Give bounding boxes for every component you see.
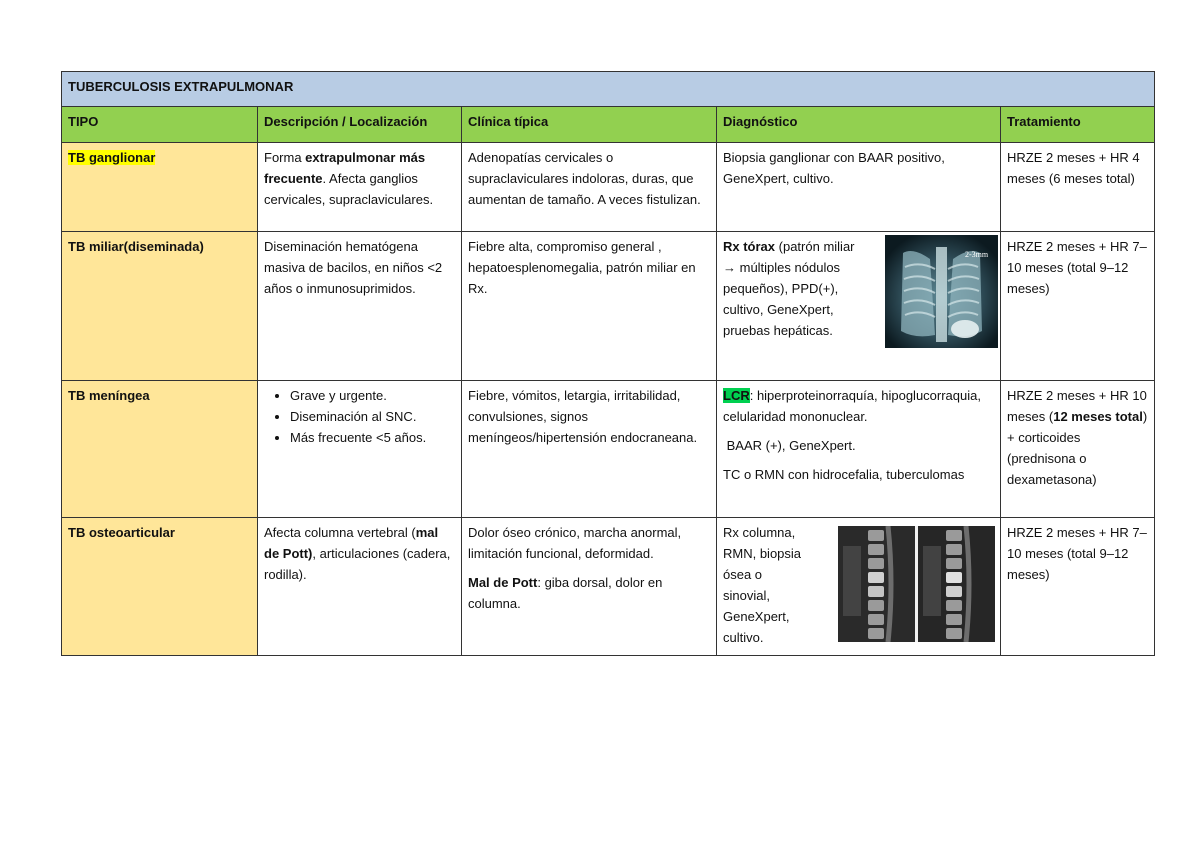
diagnostico-cell	[717, 518, 1001, 656]
diag-text: (patrón miliar	[775, 239, 855, 254]
diag-line: GeneXpert,	[723, 609, 790, 624]
table-row	[62, 518, 1155, 656]
diag-para	[723, 385, 994, 427]
clinica-para	[468, 572, 710, 614]
tipo-cell: TB meníngea	[62, 381, 258, 518]
clinica-cell: Adenopatías cervicales o supraclaviculares indoloras, duras, que aumentan de tamaño. A veces fistulizan.	[462, 143, 717, 232]
table-row	[62, 232, 1155, 381]
tb-extrapulmonar-table	[61, 71, 1155, 656]
trat-text: ) + corticoides (prednisona o dexametasona)	[1007, 409, 1148, 487]
tipo-cell: TB miliar(diseminada)	[62, 232, 258, 381]
tipo-label: TB ganglionar	[68, 150, 156, 165]
desc-bold: extrapulmonar más frecuente	[264, 150, 426, 186]
spine-mri-image	[838, 526, 995, 642]
desc-bullet-list	[264, 385, 455, 448]
desc-text: Afecta columna vertebral (	[264, 525, 416, 540]
trat-bold: 12 meses total	[1053, 409, 1143, 424]
tratamiento-cell	[1001, 381, 1155, 518]
diagnostico-cell	[717, 232, 1001, 381]
tratamiento-cell: HRZE 2 meses + HR 7–10 meses (total 9–12 meses)	[1001, 232, 1155, 381]
clinica-cell: Fiebre alta, compromiso general , hepatoesplenomegalia, patrón miliar en Rx.	[462, 232, 717, 381]
diag-line: pruebas hepáticas.	[723, 323, 833, 338]
diag-bold: Rx tórax	[723, 239, 776, 254]
diag-para: BAAR (+), GeneXpert.	[723, 438, 856, 453]
desc-bold: mal de Pott)	[264, 525, 439, 561]
list-item: • Grave y urgente.	[290, 385, 455, 406]
header-descripcion: Descripción / Localización	[258, 107, 462, 143]
diag-line: sinovial,	[723, 588, 770, 603]
clinica-bold: Mal de Pott	[468, 575, 538, 590]
diagnostico-cell	[717, 381, 1001, 518]
diag-line: cultivo, GeneXpert,	[723, 302, 834, 317]
desc-text: . Afecta ganglios cervicales, supraclaviculares.	[264, 171, 434, 207]
descripcion-cell	[258, 143, 462, 232]
diag-line: RMN, biopsia	[723, 546, 802, 561]
clinica-text: Dolor óseo crónico, marcha anormal, limitación funcional, deformidad.	[468, 525, 682, 561]
title-row	[62, 72, 1155, 107]
desc-text: , articulaciones (cadera, rodilla).	[264, 546, 451, 582]
diag-para: TC o RMN con hidrocefalia, tuberculomas	[723, 467, 965, 482]
header-tipo: TIPO	[62, 107, 258, 143]
clinica-cell	[462, 518, 717, 656]
diag-line: pequeños), PPD(+),	[723, 281, 839, 296]
header-tratamiento: Tratamiento	[1001, 107, 1155, 143]
table-row	[62, 381, 1155, 518]
header-clinica: Clínica típica	[462, 107, 717, 143]
descripcion-cell	[258, 381, 462, 518]
diag-line: ósea o	[723, 567, 763, 582]
lcr-highlight: LCR	[723, 388, 750, 403]
diag-line: → múltiples nódulos	[723, 260, 841, 275]
tratamiento-cell: HRZE 2 meses + HR 7–10 meses (total 9–12 meses)	[1001, 518, 1155, 656]
tipo-cell	[62, 143, 258, 232]
clinica-text: : giba dorsal, dolor en columna.	[468, 575, 663, 611]
diag-line: Rx columna,	[723, 525, 796, 540]
list-item: • Diseminación al SNC.	[290, 406, 455, 427]
xray-label: 2-3mm	[965, 250, 989, 259]
tipo-cell: TB osteoarticular	[62, 518, 258, 656]
diagnostico-cell: Biopsia ganglionar con BAAR positivo, GeneXpert, cultivo.	[717, 143, 1001, 232]
table-row	[62, 143, 1155, 232]
descripcion-cell: Diseminación hematógena masiva de bacilos, en niños <2 años o inmunosuprimidos.	[258, 232, 462, 381]
table-title: TUBERCULOSIS EXTRAPULMONAR	[62, 72, 1155, 107]
header-diagnostico: Diagnóstico	[717, 107, 1001, 143]
trat-text: HRZE 2 meses + HR 10 meses (	[1007, 388, 1147, 424]
tratamiento-cell: HRZE 2 meses + HR 4 meses (6 meses total)	[1001, 143, 1155, 232]
chest-xray-image	[885, 235, 998, 348]
list-item: • Más frecuente <5 años.	[290, 427, 455, 448]
diag-line: cultivo.	[723, 630, 764, 645]
header-row	[62, 107, 1155, 143]
descripcion-cell	[258, 518, 462, 656]
diag-text: : hiperproteinorraquía, hipoglucorraquia, celularidad mononuclear.	[723, 388, 981, 424]
clinica-cell: Fiebre, vómitos, letargia, irritabilidad, convulsiones, signos meníngeos/hipertensión endocraneana.	[462, 381, 717, 518]
desc-text: Forma	[264, 150, 306, 165]
